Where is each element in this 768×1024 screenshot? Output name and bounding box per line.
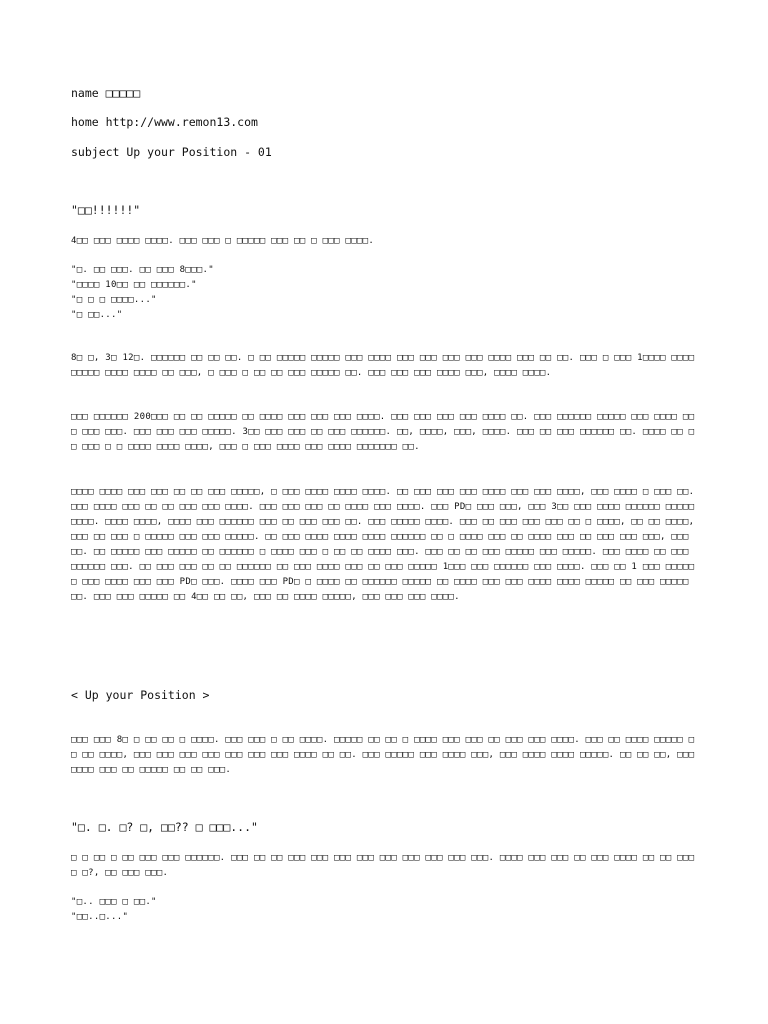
document-body — [71, 0, 711, 922]
home-line: home http://www.remon13.com — [71, 115, 258, 129]
dialogue-line: "□□□□ 10□□ □□ □□□□□□." — [71, 280, 197, 290]
paragraph: 8□ □, 3□ 12□. □□□□□□ □□ □□ □□. □ □□ □□□□□ □□□□□ □□□ □□□□ □□□ □□□ □□□ □□□ □□□□ □□□ □□ □□. □□□ □ □□□ 1□□□□ □□□□ □□□□□ □□□□ □□□□ □□ □□□, □ □□□ □ □□ □□ □□□ □□□□□ □□. □□□ □□□ □□□ □□□□ □□□, □□□□ □□□□. — [71, 353, 701, 378]
subject-line: subject Up your Position - 01 — [71, 145, 272, 159]
dialogue-line: "□. □□ □□□. □□ □□□ 8□□□." — [71, 265, 214, 275]
paragraph: □□□ □□□□□□ 200□□□ □□ □□ □□□□□ □□ □□□□ □□□ □□□ □□□ □□□□. □□□ □□□ □□□ □□□ □□□□ □□. □□□ □□□□□□ □□□□□ □□□ □□□□ □□□ □□□ □□□. □□□ □□□ □□□ □□□□□. 3□□ □□□ □□□ □□ □□□ □□□□□□. □□, □□□□, □□□, □□□□. □□□ □□ □□□ □□□□□□ □□. □□□□ □□ □□ □□□ □ □ □□□□ □□□□ □□□□, □□□ □ □□□ □□□□ □□□ □□□□ □□□□□□□ □□. — [71, 412, 695, 452]
paragraph: □□□ □□□ 8□ □ □□ □□ □ □□□□. □□□ □□□ □ □□ □□□□. □□□□□ □□ □□ □ □□□□ □□□ □□□ □□ □□□ □□□ □□□□. □□□ □□ □□□□ □□□□□ □□ □□ □□□□, □□□ □□□ □□□ □□□ □□□ □□□ □□□ □□□□ □□ □□. □□□ □□□□□ □□□ □□□□ □□□, □□□ □□□□ □□□□ □□□□□. □□ □□ □□, □□□ □□□□ □□□ □□ □□□□□ □□ □□ □□□. — [71, 735, 701, 775]
name-line: name □□□□□ — [71, 86, 141, 100]
dialogue-line: "□□..□..." — [71, 912, 129, 922]
paragraph: □ □ □□ □ □□ □□□ □□□ □□□□□□. □□□ □□ □□ □□□ □□□ □□□ □□□ □□□ □□□ □□□ □□□ □□□. □□□□ □□□ □□□ □□ □□□ □□□□ □□ □□ □□□□ □?, □□ □□□ □□□. — [71, 853, 695, 878]
section-title: < Up your Position > — [71, 688, 210, 702]
dialogue-line: "□. □. □? □, □□?? □ □□□..." — [71, 820, 258, 834]
paragraph: 4□□ □□□ □□□□ □□□□. □□□ □□□ □ □□□□□ □□□ □□ □ □□□ □□□□. — [71, 236, 375, 246]
dialogue-line: "□ □ □ □□□□..." — [71, 295, 157, 305]
paragraph: □□□□ □□□□ □□□ □□□ □□ □□ □□□ □□□□□, □ □□□ □□□□ □□□□ □□□□. □□ □□□ □□□ □□□ □□□□ □□□ □□□ □□□□, □□□ □□□□ □ □□□ □□. □□□ □□□□ □□□ □□ □□ □□□ □□□ □□□□. □□□ □□□ □□□ □□ □□□□ □□□ □□□□. □□□ PD□ □□□ □□□, □□□ 3□□ □□□ □□□□ □□□□□□ □□□□□ □□□□. □□□□ □□□□, □□□□ □□□ □□□□□□ □□□ □□ □□□ □□□ □□. □□□ □□□□□ □□□□. □□□ □□ □□□ □□□ □□□ □□ □ □□□□, □□ □□ □□□□, □□□ □□ □□□ □ □□□□□ □□□ □□□ □□□□□. □□ □□□ □□□□ □□□□ □□□□ □□□□□□ □□ □ □□□□ □□□ □□ □□□□ □□□ □□ □□□ □□□ □□□, □□□ □□. □□ □□□□□ □□□ □□□□□ □□ □□□□□□ □ □□□□ □□□ □ □□ □□ □□□□ □□□. □□□ □□ □□ □□□ □□□□□ □□□ □□□□□. □□□ □□□□ □□ □□□ □□□□□□ □□□. □□ □□□ □□□ □□ □□ □□□□□□ □□ □□□ □□□□ □□□ □□ □□□ □□□□□ 1□□□ □□□ □□□□□□ □□□ □□□□. □□□ □□ 1 □□□ □□□□□□ □□□ □□□□ □□□ □□□ PD□ □□□. □□□□ □□□ PD□ □ □□□□ □□ □□□□□□ □□□□□ □□ □□□□ □□□ □□□ □□□□ □□□□ □□□□□ □□ □□□ □□□□□ □□. □□□ □□□ □□□□□ □□ 4□□ □□ □□, □□□ □□ □□□□ □□□□□, □□□ □□□ □□□ □□□□. — [71, 487, 706, 602]
dialogue-line: "□□!!!!!!" — [71, 203, 141, 217]
dialogue-line: "□ □□..." — [71, 310, 123, 320]
dialogue-line: "□.. □□□ □ □□." — [71, 897, 157, 907]
